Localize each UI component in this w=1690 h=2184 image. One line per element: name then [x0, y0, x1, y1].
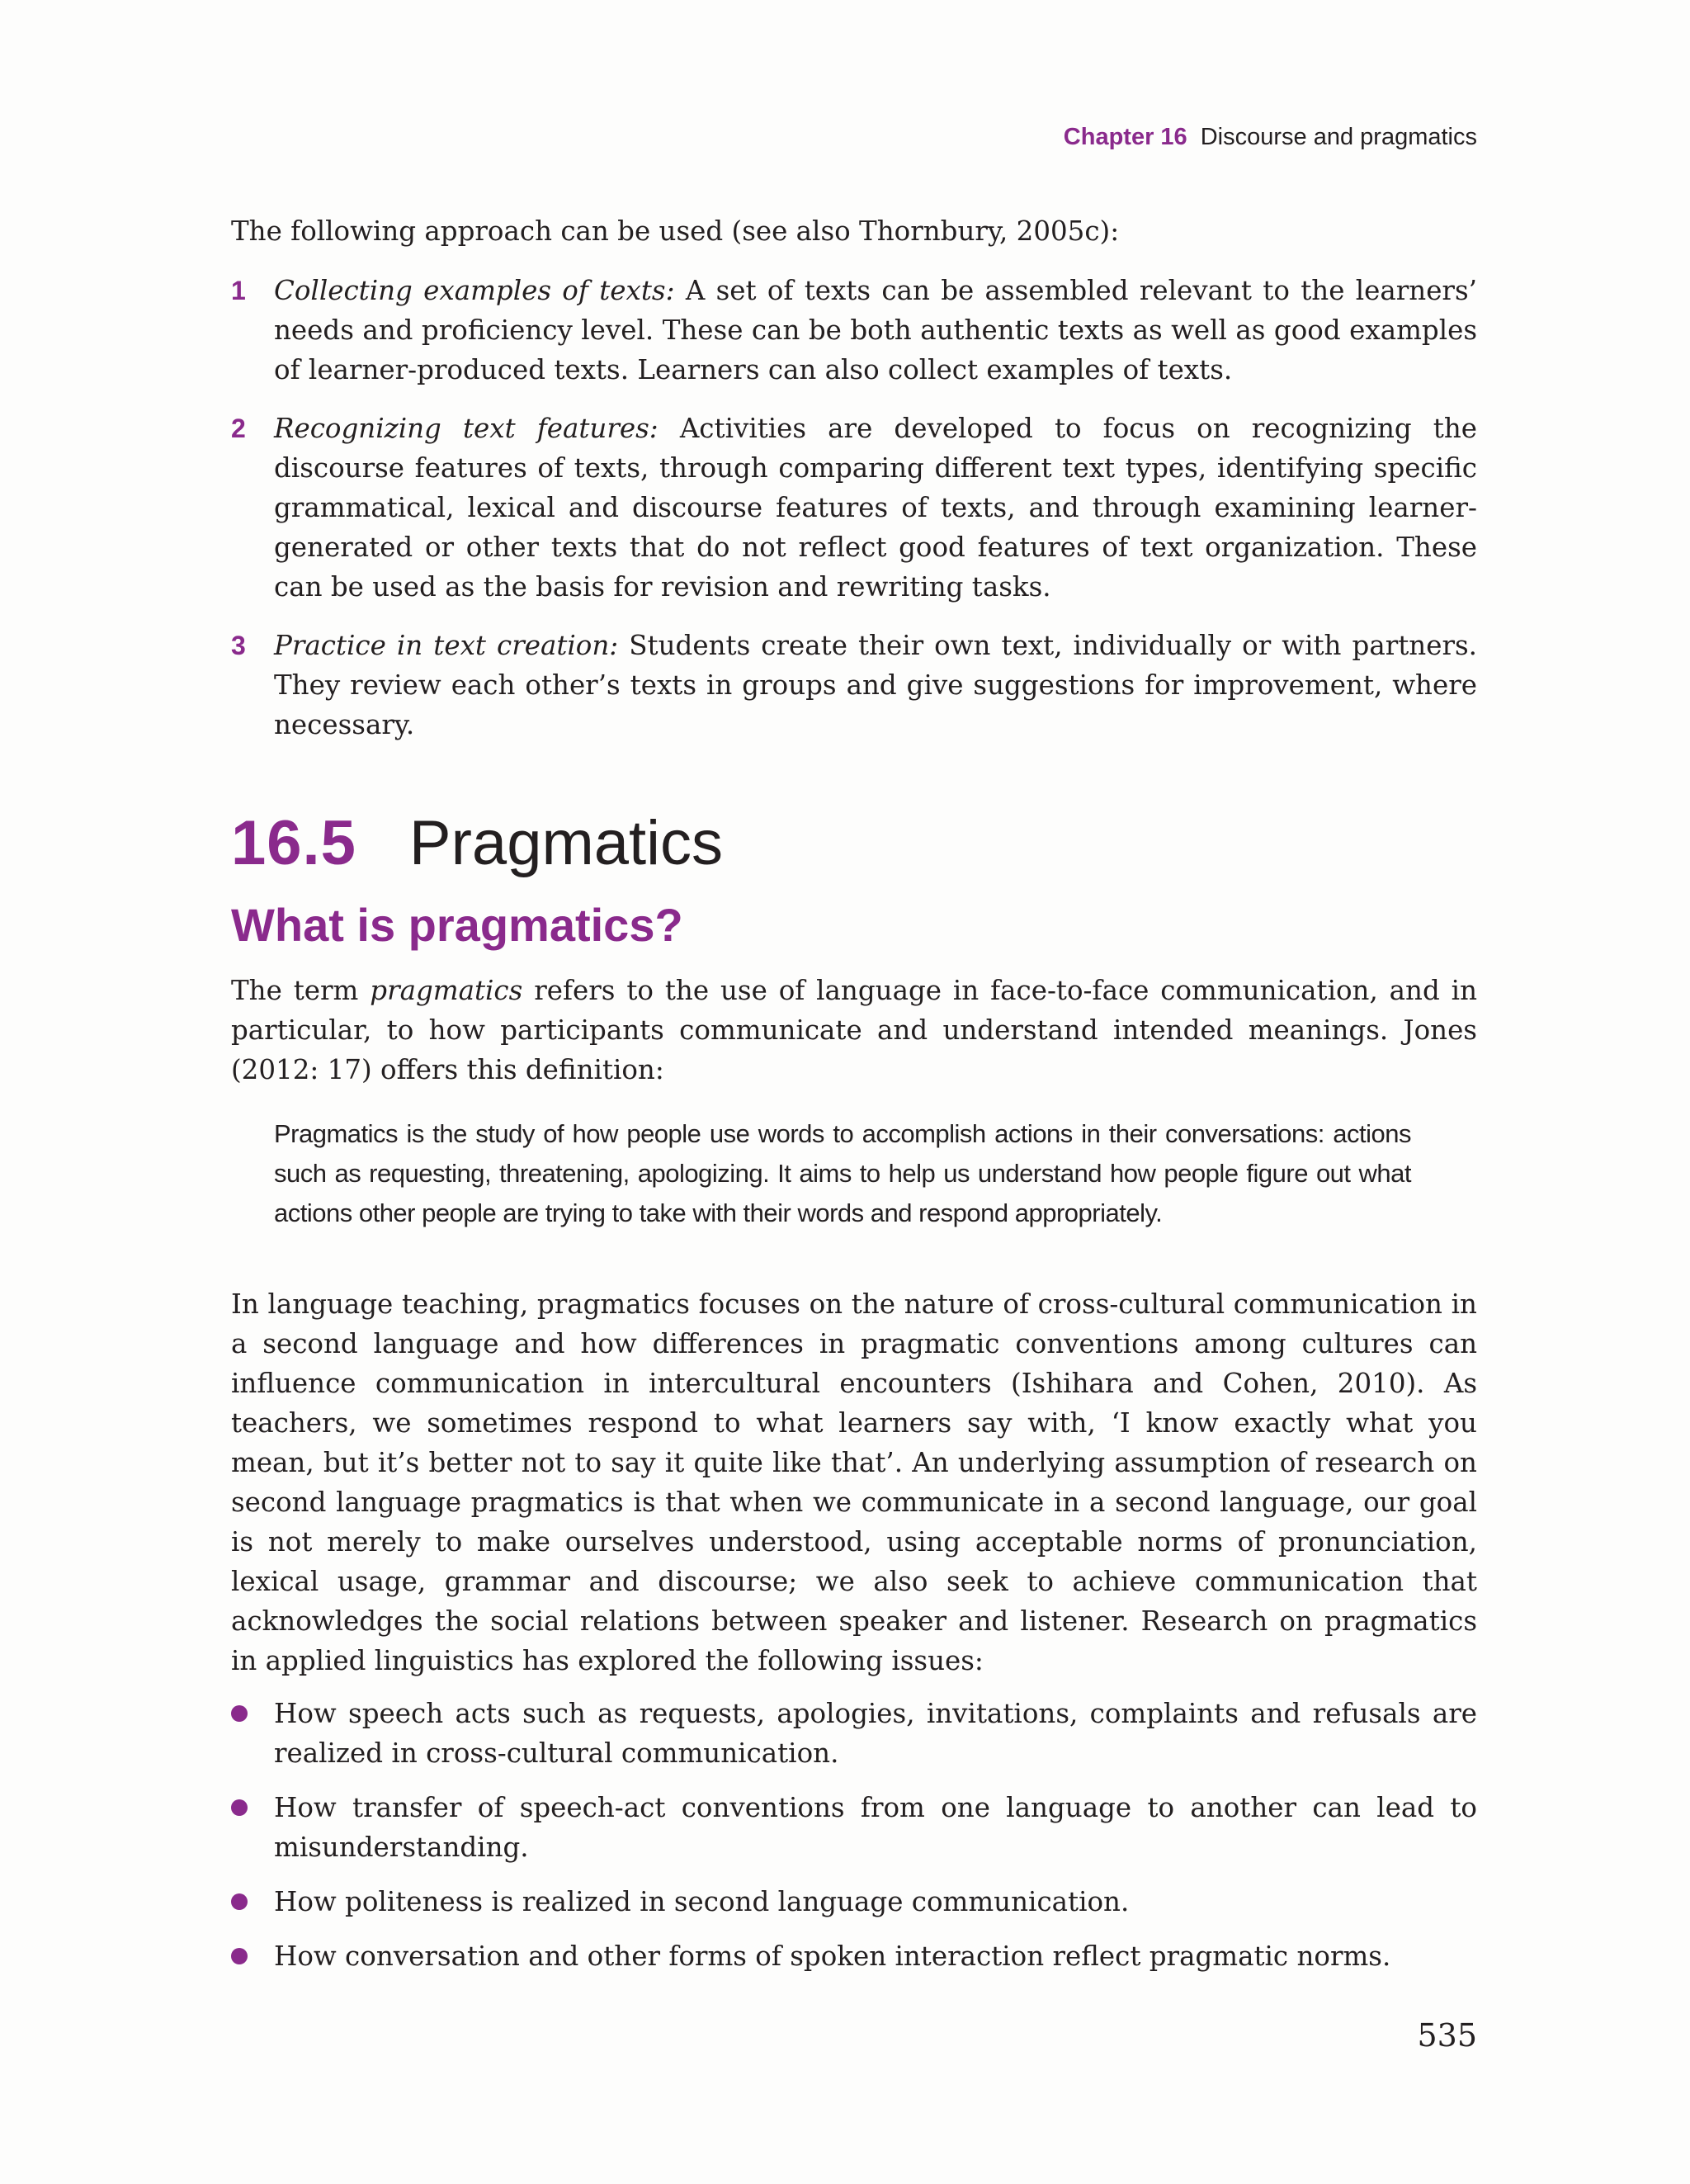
bullet-text: How politeness is realized in second language communication. [274, 1886, 1130, 1917]
bullet-icon [231, 1893, 248, 1910]
list-term: Collecting examples of texts: [274, 275, 675, 306]
book-page [231, 0, 1477, 2184]
section-number: 16.5 [231, 808, 356, 878]
numbered-list-item [231, 271, 1477, 390]
bullet-list [231, 1694, 1477, 1991]
list-term: Recognizing text features: [274, 413, 659, 444]
bullet-icon [231, 1948, 248, 1964]
paragraph-text: refers to the use of language in face-to-face communication, and in particular, to how participants communicate and understand intended meanings. Jones (2012: 17) offers this definition: [231, 975, 1477, 1085]
list-number: 1 [231, 276, 246, 305]
numbered-list-item [231, 409, 1477, 607]
bullet-text: How conversation and other forms of spoken interaction reflect pragmatic norms. [274, 1941, 1391, 1972]
paragraph-text: The term [231, 975, 371, 1006]
block-quote: Pragmatics is the study of how people use words to accomplish actions in their conversations: actions such as requesting, threatening, apologizing. It aims to help us understand how people figure out what actions other people are trying to take with their words and respond appropriately. [274, 1119, 1411, 1227]
list-term: Practice in text creation: [274, 630, 619, 661]
subheading: What is pragmatics? [231, 899, 683, 951]
list-number: 3 [231, 631, 246, 660]
page-number: 535 [1417, 2017, 1477, 2054]
body-paragraph: In language teaching, pragmatics focuses on the nature of cross-cultural communication in a second language and how differences in pragmatic conventions among cultures can influence communication in intercultural encounters (Ishihara and Cohen, 2010). As teachers, we sometimes respond to what learners say with, ‘I know exactly what you mean, but it’s better not to say it quite like that’. An underlying assumption of research on second language pragmatics is that when we communicate in a second language, our goal is not merely to make ourselves understood, using acceptable norms of pronunciation, lexical usage, grammar and discourse; we also seek to achieve communication that acknowledges the social relations between speaker and listener. Research on pragmatics in applied linguistics has explored the following issues: [231, 1288, 1477, 1676]
bullet-text: How speech acts such as requests, apologies, invitations, complaints and refusals are realized in cross-cultural communication. [274, 1698, 1477, 1769]
list-number: 2 [231, 414, 246, 443]
numbered-list [231, 271, 1477, 763]
definition-intro-paragraph [231, 971, 1477, 1090]
bullet-list-item [231, 1694, 1477, 1773]
bullet-list-item [231, 1882, 1477, 1922]
running-head-title: Discourse and pragmatics [1200, 124, 1477, 150]
section-heading [231, 807, 723, 879]
running-head [1064, 124, 1477, 151]
list-text: Activities are developed to focus on recognizing the discourse features of texts, through comparing different text types, identifying specific grammatical, lexical and discourse features of texts, and through examining learner-generated or other texts that do not reflect good features of text organization. These can be used as the basis for revision and rewriting tasks. [274, 413, 1477, 603]
numbered-list-item [231, 626, 1477, 745]
bullet-list-item [231, 1788, 1477, 1867]
section-title: Pragmatics [408, 808, 724, 878]
emphasized-term: pragmatics [370, 975, 523, 1006]
list-text: Students create their own text, individually or with partners. They review each other’s texts in groups and give suggestions for improvement, where necessary. [274, 630, 1478, 740]
bullet-icon [231, 1705, 248, 1722]
bullet-icon [231, 1799, 248, 1816]
bullet-text: How transfer of speech-act conventions from one language to another can lead to misunderstanding. [274, 1792, 1477, 1863]
intro-paragraph: The following approach can be used (see also Thornbury, 2005c): [231, 215, 1120, 247]
running-head-chapter: Chapter 16 [1063, 124, 1187, 150]
list-text: A set of texts can be assembled relevant to the learners’ needs and proficiency level. These can be both authentic texts as well as good examples of learner-produced texts. Learners can also collect examples of texts. [274, 275, 1477, 385]
bullet-list-item [231, 1936, 1477, 1976]
